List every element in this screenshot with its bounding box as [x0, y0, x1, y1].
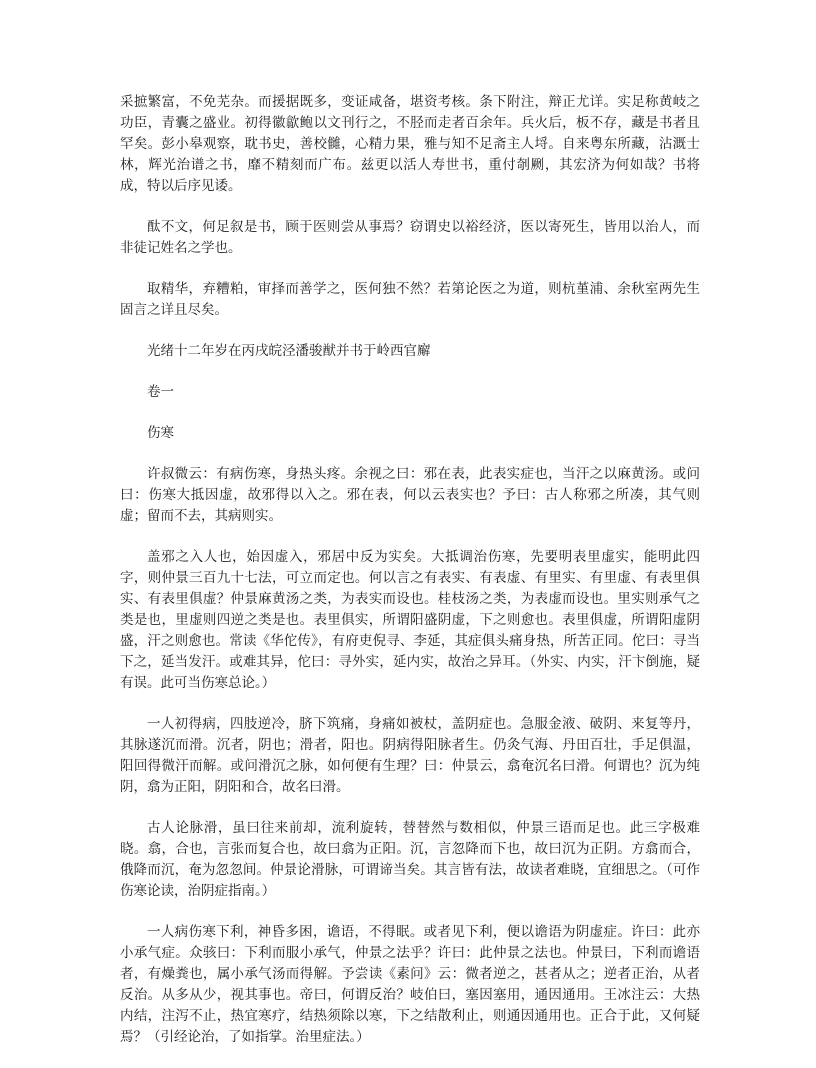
preface-paragraph-2: 酞不文，何足叙是书，顾于医则尝从事焉？窃谓史以裕经济，医以寄死生，皆用以治人，而非徒记姓名之学也。: [120, 219, 700, 256]
preface-signature: 光绪十二年岁在丙戌皖泾潘骏猷并书于岭西官廨: [147, 343, 431, 359]
section-heading: 伤寒: [147, 425, 174, 441]
volume-heading: 卷一: [147, 384, 174, 400]
body-paragraph-1: 许叔微云：有病伤寒，身热头疼。余视之曰：邪在表，此表实症也，当汗之以麻黄汤。或问曰：伤寒大抵因虚，故邪得以入之。邪在表，何以云表实也？予曰：古人称邪之所凑，其气则虚；留而不去，其病则实。: [120, 466, 700, 524]
body-paragraph-2: 盖邪之入人也，始因虚入，邪居中反为实矣。大抵调治伤寒，先要明表里虚实，能明此四字，则仲景三百九十七法，可立而定也。何以言之有表实、有表虚、有里实、有里虚、有表里俱实、有表里俱虚？仲景麻黄汤之类，为表实而设也。桂枝汤之类，为表虚而设也。里实则承气之类是也，里虚则四逆之类是也。表里俱实，所谓阳盛阴虚，下之则愈也。表里俱虚，所谓阳虚阴盛，汗之则愈也。常读《华佗传》，有府吏倪寻、李延，其症俱头痛身热，所苦正同。佗曰：寻当下之，延当发汗。或难其异，佗曰：寻外实，延内实，故治之异耳。（外实、内实，汗卞倒施，疑有误。此可当伤寒总论。）: [120, 549, 700, 691]
preface-paragraph-3: 取精华，弃糟粕，审择而善学之，医何独不然？若第论医之为道，则杭堇浦、余秋室两先生固言之详且尽矣。: [120, 281, 700, 318]
body-paragraph-3: 一人初得病，四肢逆冷，脐下筑痛，身痛如被杖，盖阴症也。急服金液、破阴、来复等丹，其脉遂沉而滑。沉者，阴也；滑者，阳也。阴病得阳脉者生。仍灸气海、丹田百壮，手足倶温，阳回得微汗而解。或问滑沉之脉，如何便有生理？曰：仲景云，翕奄沉名曰滑。何谓也？沉为纯阴，翕为正阳，阴阳和合，故名曰滑。: [120, 716, 700, 795]
body-paragraph-4: 古人论脉滑，虽曰往来前却，流利旋转，替替然与数相似，仲景三语而足也。此三字极难晓。翕，合也，言张而复合也，故曰翕为正阳。沉，言忽降而下也，故曰沉为正阴。方翕而合，俄降而沉，奄为忽忽间。仲景论滑脉，可谓谛当矣。其言皆有法，故读者难晓，宜细思之。（可作伤寒论读，治阴症指南。）: [120, 820, 700, 899]
preface-paragraph-1: 采摭繁富，不免芜杂。而援据既多，变证咸备，堪资考核。条下附注，辩正尤详。实足称黄岐之功臣，青囊之盛业。初得徽歙鲍以文刊行之，不胫而走者百余年。兵火后，板不存，藏是书者且罕矣。彭小皋观察，耽书史，善校雠，心精力果，雅与知不足斋主人埒。自来粤东所藏，沾溉士林，辉光治谱之书，靡不精刻而广布。兹更以活人寿世书，重付剞劂，其宏济为何如哉？书将成，特以后序见诿。: [120, 94, 700, 194]
document-page: [120, 92, 700, 1068]
body-paragraph-5: 一人病伤寒下利，神昏多困，谵语，不得眠。或者见下利，便以谵语为阴虚症。许曰：此亦小承气症。众骇曰：下利而服小承气，仲景之法乎？许曰：此仲景之法也。仲景曰，下利而谵语者，有燥粪也，属小承气汤而得解。予尝读《素问》云：微者逆之，甚者从之；逆者正治，从者反治。从多从少，视其事也。帝曰，何谓反治？岐伯曰，塞因塞用，通因通用。王冰注云：大热内结，注泻不止，热宜寒疗，结热须除以寒，下之结散利止，则通因通用也。正合于此，又何疑焉？（引经论治，了如指掌。治里症法。）: [120, 924, 700, 1045]
